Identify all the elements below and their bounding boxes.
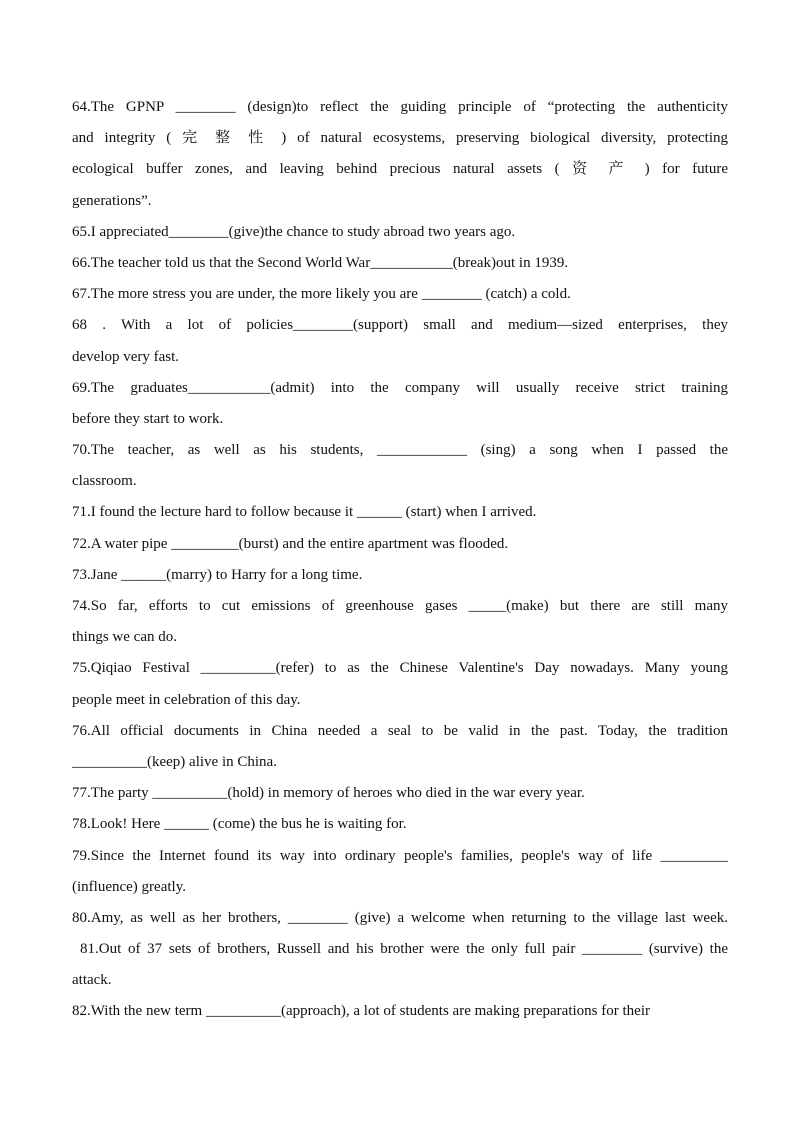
text-line: before they start to work. bbox=[72, 410, 224, 427]
text-line: 79.Since the Internet found its way into ordinary people's families, people's way of life _________ bbox=[72, 847, 728, 864]
text-line: classroom. bbox=[72, 473, 137, 490]
text-line: 76.All official documents in China needed a seal to be valid in the past. Today, the tradition bbox=[72, 722, 728, 739]
text-line: (influence) greatly. bbox=[72, 878, 186, 895]
text-line: 77.The party __________(hold) in memory of heroes who died in the war every year. bbox=[72, 785, 585, 802]
text-line: 78.Look! Here ______ (come) the bus he is waiting for. bbox=[72, 816, 407, 833]
text-line: 72.A water pipe _________(burst) and the entire apartment was flooded. bbox=[72, 535, 509, 552]
text-line: ecological buffer zones, and leaving behind precious natural assets ( 资 产 ) for future bbox=[72, 161, 728, 178]
text-line: 69.The graduates___________(admit) into the company will usually receive strict training bbox=[72, 379, 728, 396]
text-line: people meet in celebration of this day. bbox=[72, 691, 301, 708]
text-line: 67.The more stress you are under, the more likely you are ________ (catch) a cold. bbox=[72, 286, 571, 303]
text-line: things we can do. bbox=[72, 629, 177, 646]
text-line: 81.Out of 37 sets of brothers, Russell and his brother were the only full pair ________ (survive) the bbox=[80, 941, 728, 958]
text-line: 75.Qiqiao Festival __________(refer) to as the Chinese Valentine's Day nowadays. Many young bbox=[72, 660, 728, 677]
text-line: attack. bbox=[72, 972, 112, 989]
text-line: 65.I appreciated________(give)the chance to study abroad two years ago. bbox=[72, 223, 516, 240]
text-line: 74.So far, efforts to cut emissions of greenhouse gases _____(make) but there are still many bbox=[72, 598, 728, 614]
text-line: 80.Amy, as well as her brothers, ________ (give) a welcome when returning to the village last week. bbox=[72, 909, 728, 926]
document-page bbox=[72, 92, 728, 1028]
text-line: __________(keep) alive in China. bbox=[72, 753, 277, 770]
text-line: 64.The GPNP ________ (design)to reflect the guiding principle of “protecting the authenticity bbox=[72, 99, 728, 115]
text-line: 82.With the new term __________(approach), a lot of students are making preparations for their bbox=[72, 1003, 650, 1020]
text-line: and integrity ( 完 整 性 ) of natural ecosystems, preserving biological diversity, protecting bbox=[72, 130, 728, 147]
text-line: 73.Jane ______(marry) to Harry for a long time. bbox=[72, 566, 363, 583]
text-line: 71.I found the lecture hard to follow because it ______ (start) when I arrived. bbox=[72, 504, 537, 521]
text-line: 70.The teacher, as well as his students, ____________ (sing) a song when I passed the bbox=[72, 442, 728, 459]
text-line: 68 . With a lot of policies________(support) small and medium—sized enterprises, they bbox=[72, 317, 728, 334]
text-line: 66.The teacher told us that the Second World War___________(break)out in 1939. bbox=[72, 254, 569, 271]
text-line: generations”. bbox=[72, 192, 152, 209]
text-line: develop very fast. bbox=[72, 348, 180, 365]
